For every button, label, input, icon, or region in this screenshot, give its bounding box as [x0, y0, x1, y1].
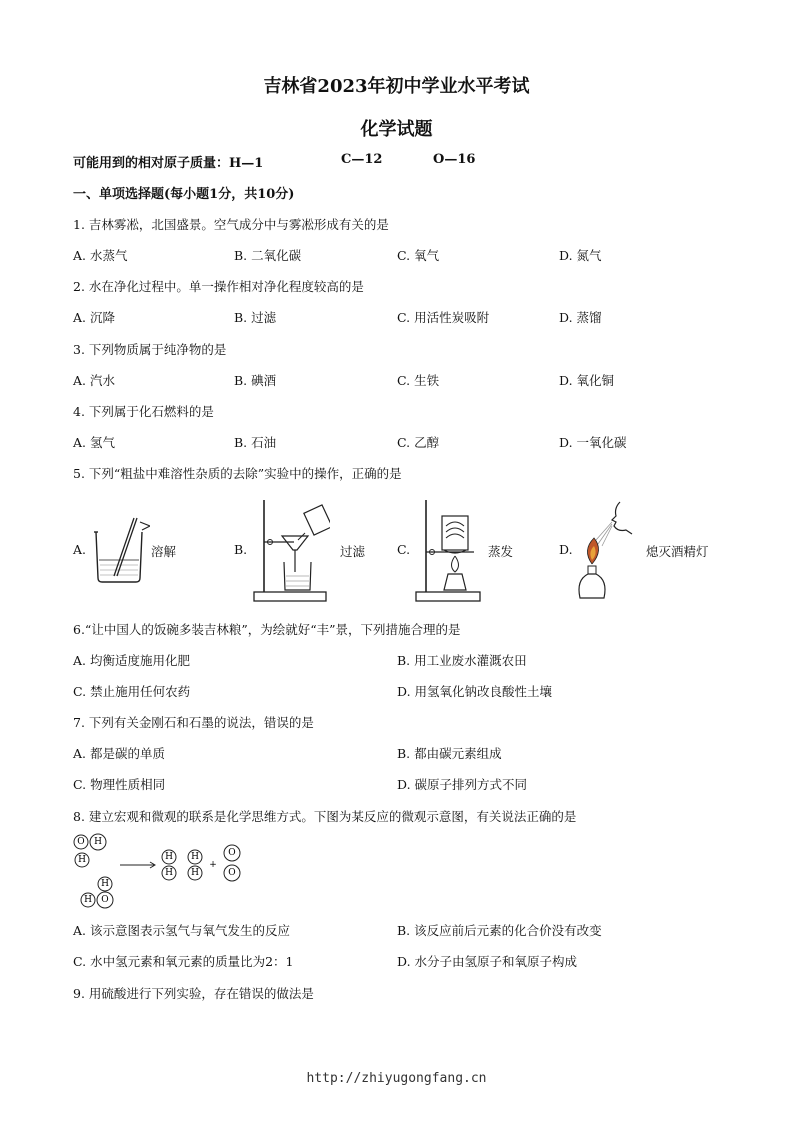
- figure-caption: 过滤: [340, 544, 366, 559]
- atomic-mass-o: O—16: [433, 152, 476, 167]
- atom-h-label: H: [165, 852, 173, 862]
- dissolve-beaker-figure: [90, 512, 150, 584]
- option-a: A.: [73, 542, 87, 557]
- atomic-mass-h: 可能用到的相对原子质量：H—1: [73, 156, 264, 171]
- page-title: 吉林省2023年初中学业水平考试: [263, 76, 530, 97]
- option-b: B. 都由碳元素组成: [397, 746, 502, 761]
- option-d: D.: [559, 542, 573, 557]
- option-b: B. 二氧化碳: [234, 248, 302, 263]
- extinguish-lamp-figure: [574, 494, 644, 606]
- figure-caption: 蒸发: [488, 544, 514, 559]
- option-b: B. 该反应前后元素的化合价没有改变: [397, 923, 602, 938]
- question-stem: 8. 建立宏观和微观的联系是化学思维方式。下图为某反应的微观示意图，有关说法正确的是: [73, 809, 577, 824]
- question-stem: 9. 用硫酸进行下列实验，存在错误的做法是: [73, 986, 314, 1001]
- option-a: A. 该示意图表示氢气与氧气发生的反应: [73, 923, 290, 938]
- atom-h-label: H: [101, 879, 109, 889]
- option-c: C. 生铁: [397, 373, 440, 388]
- option-a: A. 水蒸气: [73, 248, 128, 263]
- evaporation-setup-figure: [412, 496, 484, 604]
- option-d: D. 用氢氧化钠改良酸性土壤: [397, 684, 553, 699]
- plus-sign: +: [209, 860, 217, 870]
- reaction-diagram-figure: [72, 832, 252, 916]
- atom-o-label: O: [228, 868, 236, 878]
- option-d: D. 氧化铜: [559, 373, 615, 388]
- filtration-setup-figure: [250, 496, 330, 604]
- option-c: C.: [397, 542, 411, 557]
- option-b: B. 过滤: [234, 310, 277, 325]
- figure-caption: 溶解: [151, 544, 177, 559]
- atom-h-label: H: [165, 868, 173, 878]
- atom-o-label: O: [77, 837, 85, 847]
- question-stem: 4. 下列属于化石燃料的是: [73, 404, 214, 419]
- atom-h-label: H: [191, 868, 199, 878]
- question-stem: 7. 下列有关金刚石和石墨的说法，错误的是: [73, 715, 314, 730]
- question-stem: 3. 下列物质属于纯净物的是: [73, 342, 227, 357]
- option-a: A. 汽水: [73, 373, 115, 388]
- question-stem: 6.“让中国人的饭碗多装吉林粮”，为绘就好“丰”景，下列措施合理的是: [73, 622, 461, 637]
- option-d: D. 氮气: [559, 248, 602, 263]
- option-b: B. 碘酒: [234, 373, 277, 388]
- option-c: C. 物理性质相同: [73, 777, 166, 792]
- atomic-mass-c: C—12: [341, 152, 383, 167]
- option-c: C. 氧气: [397, 248, 440, 263]
- option-c: C. 乙醇: [397, 435, 440, 450]
- atom-h-label: H: [84, 895, 92, 905]
- atom-o-label: O: [228, 848, 236, 858]
- footer-url: http://zhiyugongfang.cn: [306, 1071, 487, 1086]
- option-c: C. 禁止施用任何农药: [73, 684, 191, 699]
- atom-h-label: H: [78, 855, 86, 865]
- option-c: C. 水中氢元素和氧元素的质量比为2：1: [73, 954, 294, 969]
- question-stem: 5. 下列“粗盐中难溶性杂质的去除”实验中的操作，正确的是: [73, 466, 402, 481]
- atom-h-label: H: [191, 852, 199, 862]
- option-b: B. 用工业废水灌溉农田: [397, 653, 527, 668]
- page-subtitle: 化学试题: [360, 119, 433, 140]
- option-d: D. 碳原子排列方式不同: [397, 777, 528, 792]
- option-a: A. 都是碳的单质: [73, 746, 165, 761]
- option-d: D. 一氧化碳: [559, 435, 627, 450]
- option-a: A. 氢气: [73, 435, 115, 450]
- atom-o-label: O: [101, 895, 109, 905]
- option-a: A. 沉降: [73, 310, 115, 325]
- question-stem: 2. 水在净化过程中。单一操作相对净化程度较高的是: [73, 279, 364, 294]
- option-d: D. 水分子由氢原子和氧原子构成: [397, 954, 578, 969]
- option-a: A. 均衡适度施用化肥: [73, 653, 190, 668]
- option-b: B.: [234, 542, 248, 557]
- figure-caption: 熄灭酒精灯: [646, 544, 709, 559]
- atom-h-label: H: [94, 837, 102, 847]
- question-stem: 1. 吉林雾凇，北国盛景。空气成分中与雾凇形成有关的是: [73, 217, 389, 232]
- section-heading: 一、单项选择题(每小题1分，共10分): [73, 187, 295, 202]
- option-c: C. 用活性炭吸附: [397, 310, 490, 325]
- option-d: D. 蒸馏: [559, 310, 602, 325]
- option-b: B. 石油: [234, 435, 277, 450]
